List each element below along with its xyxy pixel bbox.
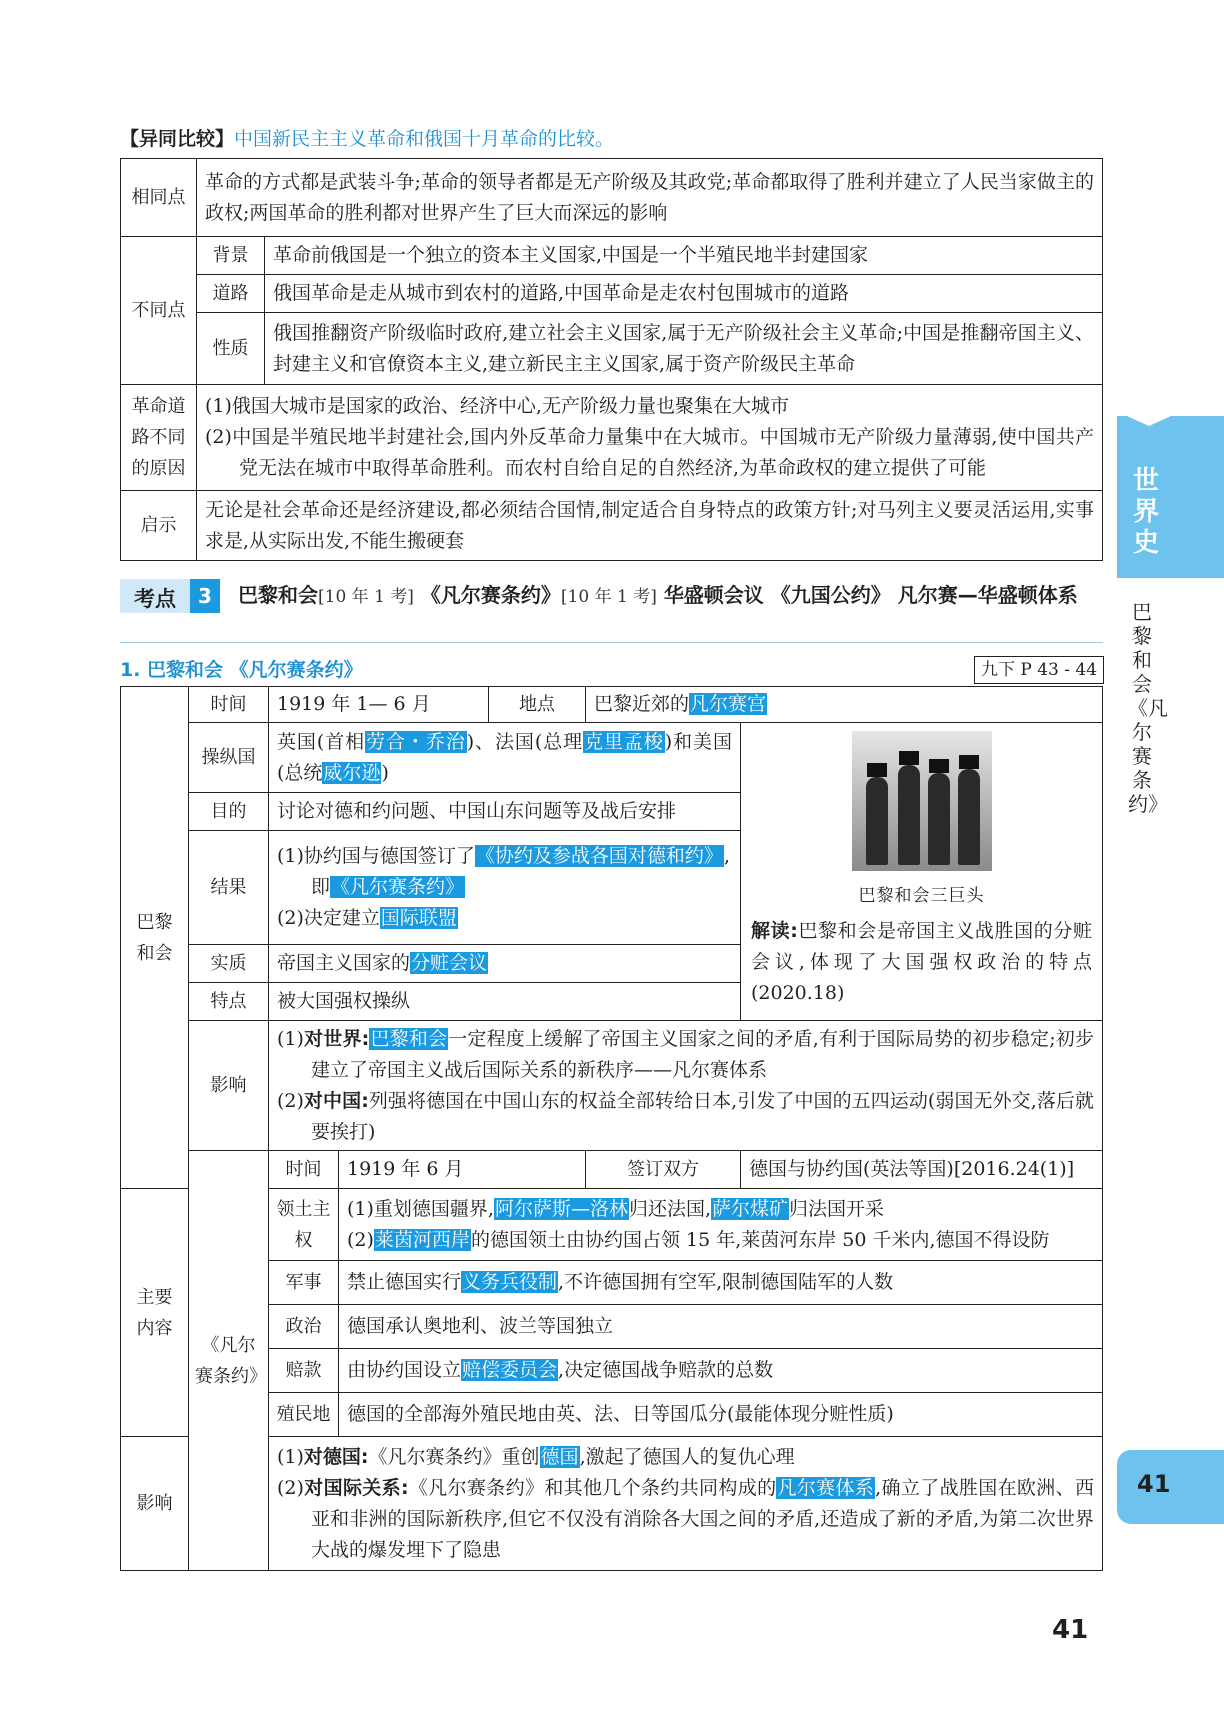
photo-panel	[741, 723, 1103, 1021]
row-label: 启示	[121, 491, 197, 561]
table-row	[121, 313, 1103, 385]
paris-treaty-table	[120, 686, 1103, 1571]
cell-text: 被大国强权操纵	[269, 983, 1103, 1021]
sub-label: 领土主权	[269, 1189, 339, 1261]
comparison-heading: 【异同比较】中国新民主主义革命和俄国十月革命的比较。	[120, 128, 615, 150]
row-label: 主要内容	[121, 1189, 189, 1437]
cell-text: 无论是社会革命还是经济建设,都必须结合国情,制定适合自身特点的政策方针;对马列主义要灵活运用,实事求是,从实际出发,不能生搬硬套	[197, 491, 1103, 561]
photo-caption: 巴黎和会三巨头	[858, 886, 985, 906]
table-row	[121, 237, 1103, 275]
page-tab: 41	[1117, 1450, 1224, 1524]
kaodian-title: 巴黎和会[10 年 1 考] 《凡尔赛条约》[10 年 1 考] 华盛顿会议 《九国公约》 凡尔赛—华盛顿体系	[238, 583, 1078, 607]
table-row	[121, 687, 1103, 723]
row-label: 目的	[189, 793, 269, 831]
cell-text: (1)对德国:《凡尔赛条约》重创德国,激起了德国人的复仇心理 (2)对国际关系:《凡尔赛条约》和其他几个条约共同构成的凡尔赛体系,确立了战胜国在欧洲、西亚和非洲的国际新秩序,但它不仅没有消除各大国之间的矛盾,还造成了新的矛盾,为第二次世界大战的爆发埋下了隐患	[269, 1437, 1103, 1571]
table-row	[121, 275, 1103, 313]
row-label: 影响	[189, 1021, 269, 1151]
sub-label: 赔款	[269, 1349, 339, 1393]
row-label: 地点	[489, 687, 586, 723]
row-label: 革命道路不同的原因	[121, 385, 197, 491]
sub-label: 政治	[269, 1305, 339, 1349]
sub-label: 性质	[197, 313, 265, 385]
cell-text: 禁止德国实行义务兵役制,不许德国拥有空军,限制德国陆军的人数	[339, 1261, 1103, 1305]
table-row	[121, 723, 1103, 793]
cell-text: 1919 年 6 月	[339, 1151, 586, 1189]
cell-text: 德国承认奥地利、波兰等国独立	[339, 1305, 1103, 1349]
table-row	[121, 1437, 1103, 1571]
table-row	[121, 1305, 1103, 1349]
section-title: 1. 巴黎和会 《凡尔赛条约》	[120, 659, 363, 681]
chapter-subtitle: 巴黎和会《凡尔赛条约》	[1128, 600, 1168, 816]
paris-big-three-photo	[852, 731, 992, 871]
table-row	[121, 385, 1103, 491]
table-row	[121, 983, 1103, 1021]
row-label: 不同点	[121, 237, 197, 385]
row-label: 实质	[189, 945, 269, 983]
page-reference: 九下 P 43 - 44	[974, 656, 1104, 684]
sub-label: 道路	[197, 275, 265, 313]
cell-text: 讨论对德和约问题、中国山东问题等及战后安排	[269, 793, 741, 831]
table-row	[121, 1393, 1103, 1437]
row-label: 操纵国	[189, 723, 269, 793]
table-row	[121, 491, 1103, 561]
cell-text: (1)对世界:巴黎和会一定程度上缓解了帝国主义国家之间的矛盾,有利于国际局势的初步稳定;初步建立了帝国主义战后国际关系的新秩序——凡尔赛体系 (2)对中国:列强将德国在中国山东的权益全部转给日本,引发了中国的五四运动(弱国无外交,落后就要挨打)	[269, 1021, 1103, 1151]
table-row	[121, 159, 1103, 237]
cell-text: 英国(首相劳合・乔治)、法国(总理克里孟梭)和美国(总统威尔逊)	[269, 723, 741, 793]
table-row	[121, 1189, 1103, 1261]
table-row	[121, 1261, 1103, 1305]
cell-text: 巴黎近郊的凡尔赛宫	[586, 687, 1103, 723]
row-label: 影响	[121, 1437, 189, 1571]
sub-label: 背景	[197, 237, 265, 275]
divider	[120, 642, 1103, 643]
cell-text: 革命前俄国是一个独立的资本主义国家,中国是一个半殖民地半封建国家	[265, 237, 1103, 275]
row-label: 相同点	[121, 159, 197, 237]
chapter-tab: 世界史	[1117, 416, 1224, 578]
tab-notch	[1127, 416, 1171, 426]
page-number: 41	[1052, 1615, 1089, 1645]
row-label: 结果	[189, 831, 269, 945]
cell-text: 1919 年 1— 6 月	[269, 687, 489, 723]
cell-text: (1)重划德国疆界,阿尔萨斯—洛林归还法国,萨尔煤矿归法国开采 (2)莱茵河西岸的德国领土由协约国占领 15 年,莱茵河东岸 50 千米内,德国不得设防	[339, 1189, 1103, 1261]
group-label: 《凡尔赛条约》	[189, 1151, 269, 1571]
kaodian-badge: 考点 3	[120, 579, 220, 613]
cell-text: 俄国革命是走从城市到农村的道路,中国革命是走农村包围城市的道路	[265, 275, 1103, 313]
row-label: 特点	[189, 983, 269, 1021]
comparison-table	[120, 158, 1103, 561]
table-row	[121, 1349, 1103, 1393]
sub-label: 军事	[269, 1261, 339, 1305]
interpretation: 解读:巴黎和会是帝国主义战胜国的分赃会议,体现了大国强权政治的特点(2020.18)	[751, 920, 1092, 1004]
sub-label: 殖民地	[269, 1393, 339, 1437]
cell-text: (1)俄国大城市是国家的政治、经济中心,无产阶级力量也聚集在大城市 (2)中国是半殖民地半封建社会,国内外反革命力量集中在大城市。中国城市无产阶级力量薄弱,使中国共产党无法在城市中取得革命胜利。而农村自给自足的自然经济,为革命政权的建立提供了可能	[197, 385, 1103, 491]
row-label: 签订双方	[586, 1151, 741, 1189]
row-label: 时间	[189, 687, 269, 723]
cell-text: 德国的全部海外殖民地由英、法、日等国瓜分(最能体现分赃性质)	[339, 1393, 1103, 1437]
table-row	[121, 1021, 1103, 1151]
group-label: 巴黎和会	[121, 687, 189, 1189]
cell-text: 帝国主义国家的分赃会议	[269, 945, 741, 983]
cell-text: 革命的方式都是武装斗争;革命的领导者都是无产阶级及其政党;革命都取得了胜利并建立了人民当家做主的政权;两国革命的胜利都对世界产生了巨大而深远的影响	[197, 159, 1103, 237]
cell-text: 俄国推翻资产阶级临时政府,建立社会主义国家,属于无产阶级社会主义革命;中国是推翻帝国主义、封建主义和官僚资本主义,建立新民主主义国家,属于资产阶级民主革命	[265, 313, 1103, 385]
cell-text: 德国与协约国(英法等国)[2016.24(1)]	[741, 1151, 1103, 1189]
cell-text: (1)协约国与德国签订了《协约及参战各国对德和约》, 即《凡尔赛条约》 (2)决定建立国际联盟	[269, 831, 741, 945]
table-row	[121, 1151, 1103, 1189]
cell-text: 由协约国设立赔偿委员会,决定德国战争赔款的总数	[339, 1349, 1103, 1393]
row-label: 时间	[269, 1151, 339, 1189]
